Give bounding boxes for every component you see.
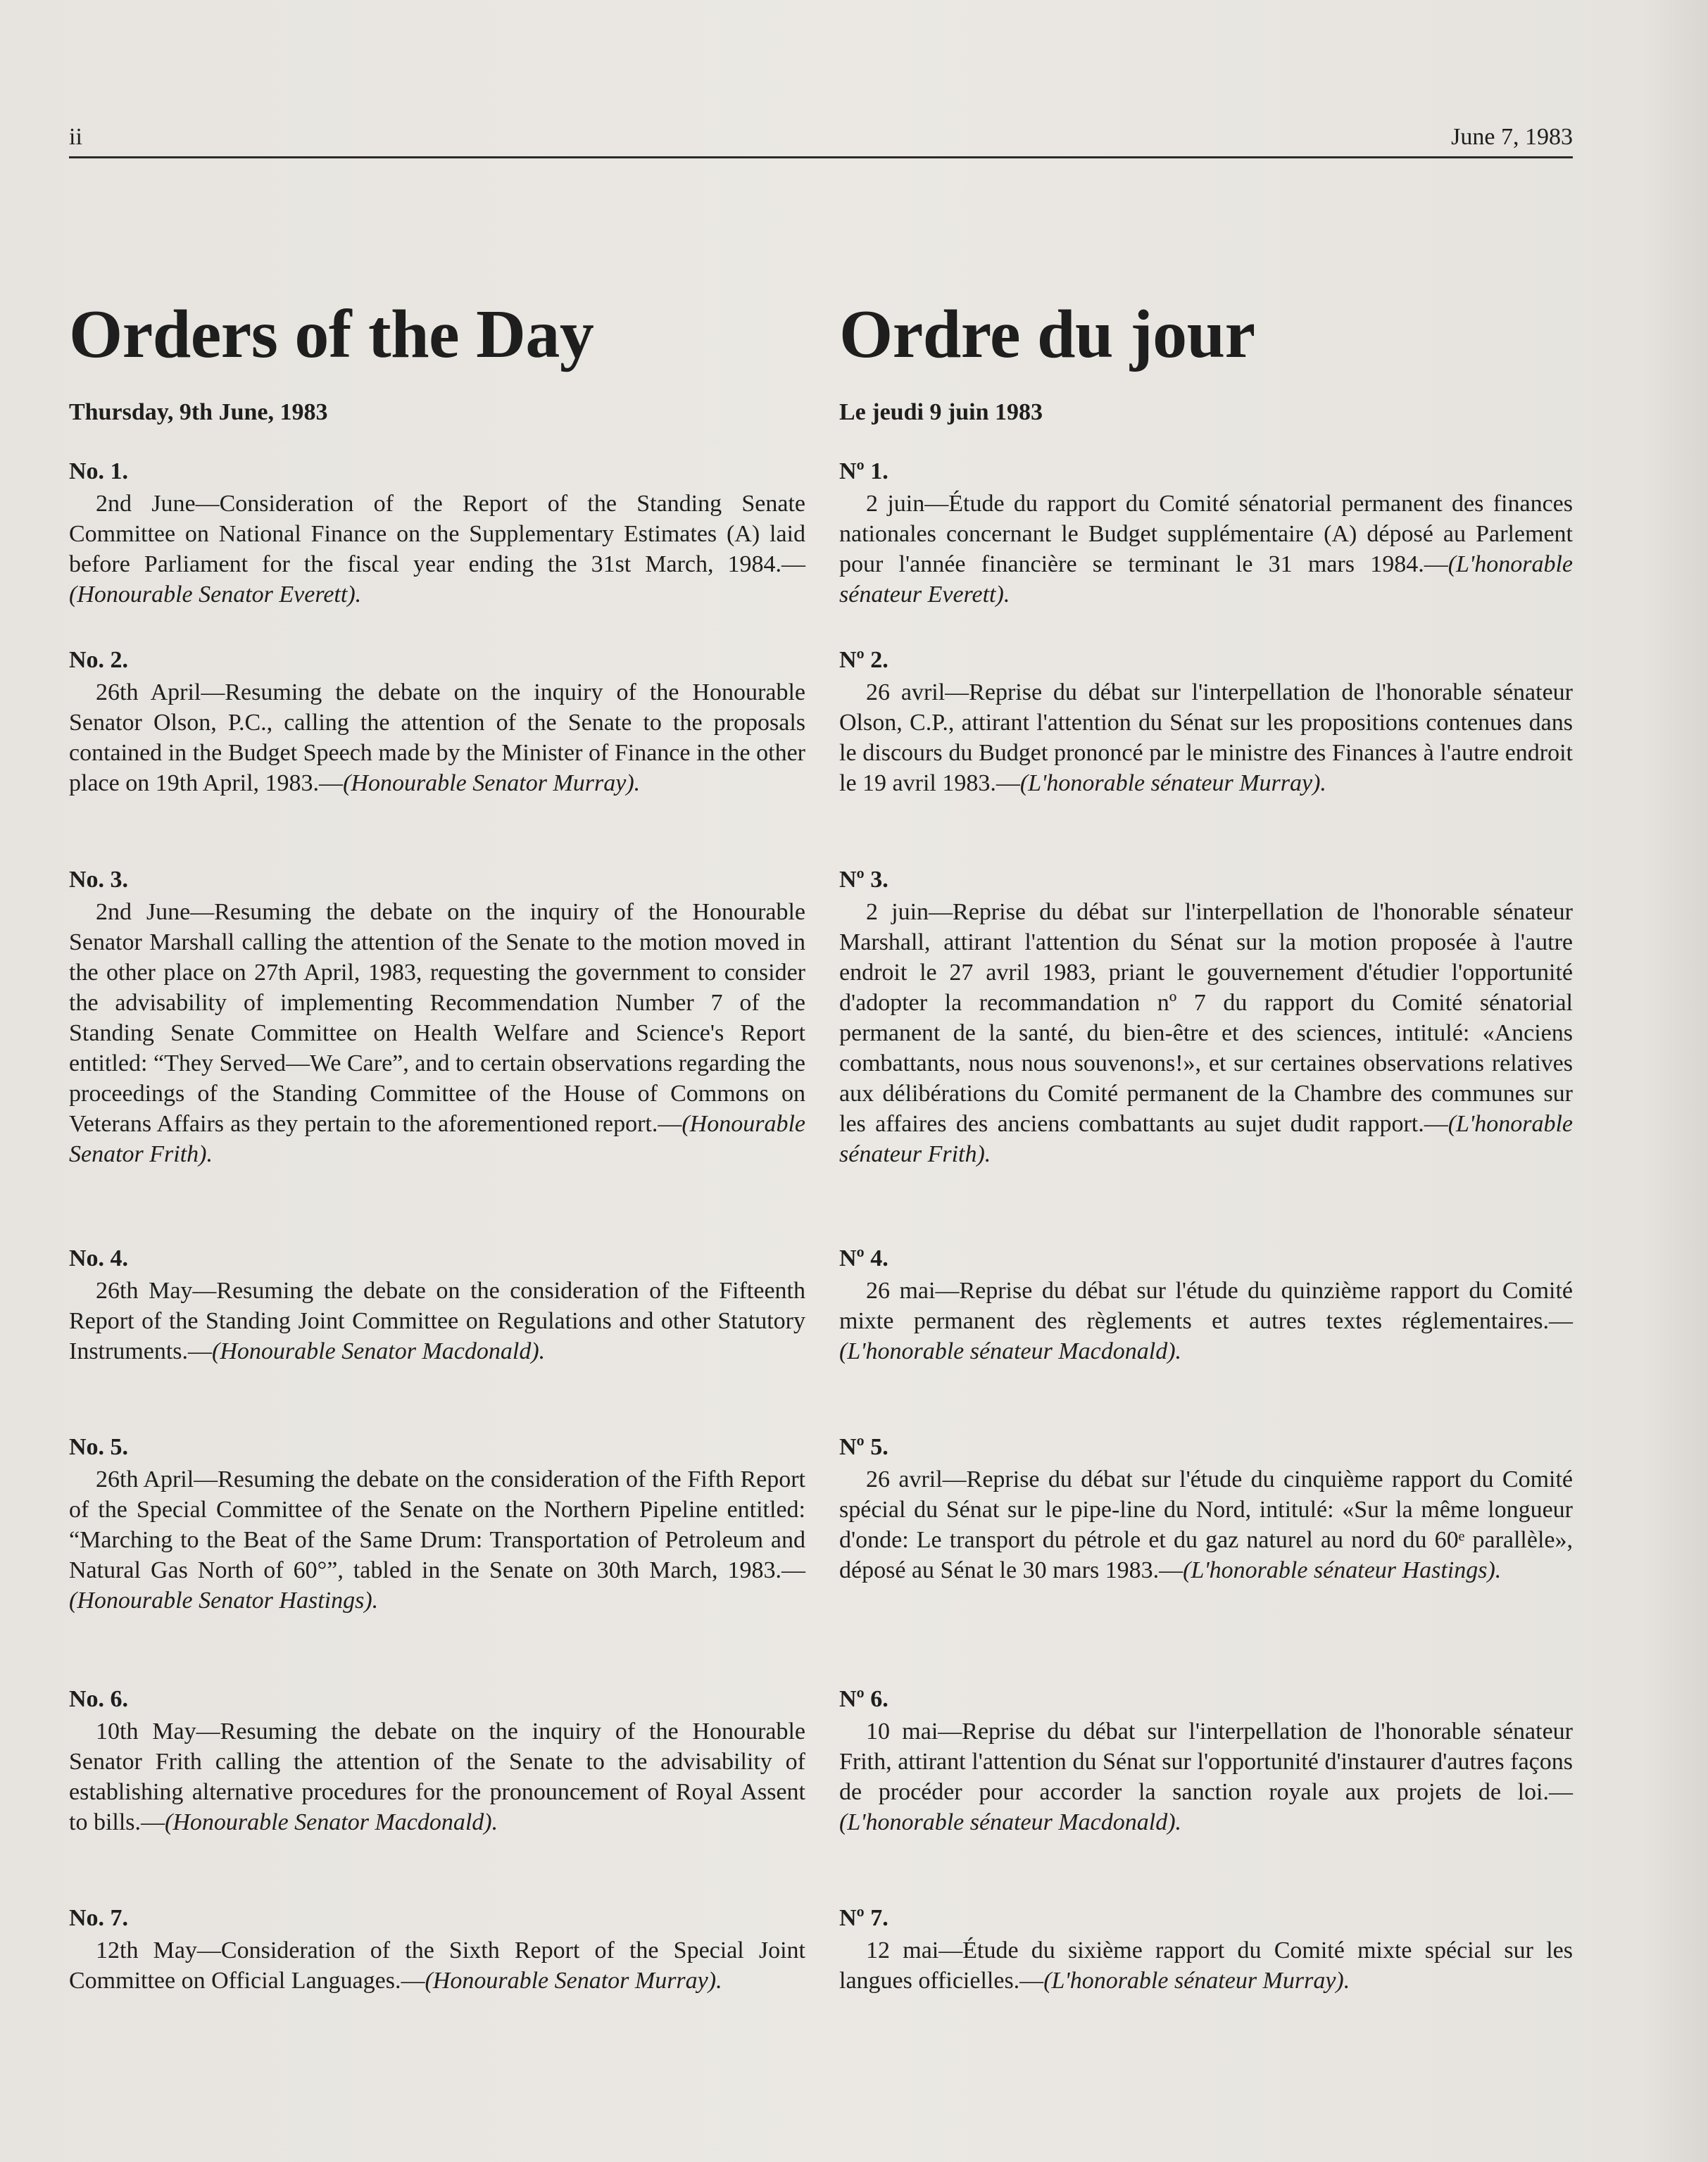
item-text: 2nd June—Consideration of the Report of the Standing Senate Committee on National Finance on the Supplementary Estimates (A) laid before Parliament for the fiscal year ending the 31st March, 1984.—(Honourable Senator Everett). [69, 491, 805, 608]
item-sponsor: (L'honorable sénateur Macdonald). [839, 1338, 1182, 1364]
item-number: No. 7. [69, 1905, 129, 1931]
item-number: No. 1. [69, 458, 129, 484]
item-number: Nº 4. [839, 1245, 888, 1271]
item-sponsor: (Honourable Senator Murray). [343, 770, 641, 796]
french-item [839, 866, 1573, 1169]
page-number: ii [69, 124, 82, 150]
item-sponsor: (Honourable Senator Murray). [425, 1968, 722, 1994]
item-sponsor: (Honourable Senator Frith). [69, 1111, 805, 1167]
item-sponsor: (Honourable Senator Macdonald). [165, 1809, 498, 1835]
item-number: No. 4. [69, 1245, 129, 1271]
french-item [839, 1685, 1573, 1837]
item-number: Nº 6. [839, 1686, 888, 1712]
french-item [839, 1904, 1573, 1996]
french-item [839, 458, 1573, 610]
english-item [69, 1904, 805, 1996]
english-item [69, 458, 805, 610]
english-item [69, 866, 805, 1169]
item-sponsor: (Honourable Senator Everett). [69, 582, 362, 608]
item-text: 26 mai—Reprise du débat sur l'étude du quinzième rapport du Comité mixte permanent des règlements et autres textes réglementaires.—(L'honorable sénateur Macdonald). [839, 1278, 1573, 1364]
english-item [69, 1245, 805, 1366]
english-item [69, 646, 805, 798]
french-item [839, 1433, 1573, 1585]
english-sitting-date: Thursday, 9th June, 1983 [69, 399, 328, 425]
item-sponsor: (L'honorable sénateur Murray). [1043, 1968, 1350, 1994]
item-text: 12 mai—Étude du sixième rapport du Comité mixte spécial sur les langues officielles.—(L'honorable sénateur Murray). [839, 1937, 1573, 1994]
item-text: 12th May—Consideration of the Sixth Report of the Special Joint Committee on Official Languages.—(Honourable Senator Murray). [69, 1937, 805, 1994]
english-column [69, 296, 805, 1994]
item-number: Nº 5. [839, 1434, 888, 1460]
item-text: 10 mai—Reprise du débat sur l'interpellation de l'honorable sénateur Frith, attirant l'attention du Sénat sur l'opportunité d'instaurer d'autres façons de procéder pour accorder la sanction royale aux projets de loi.—(L'honorable sénateur Macdonald). [839, 1718, 1573, 1835]
item-sponsor: (Honourable Senator Macdonald). [212, 1338, 546, 1364]
french-item [839, 646, 1573, 798]
item-sponsor: (L'honorable sénateur Frith). [839, 1111, 1573, 1167]
header-date: June 7, 1983 [1451, 124, 1573, 150]
french-column [839, 296, 1573, 1994]
french-item [839, 1245, 1573, 1366]
item-number: Nº 1. [839, 458, 888, 484]
item-text: 10th May—Resuming the debate on the inquiry of the Honourable Senator Frith calling the attention of the Senate to the advisability of establishing alternative procedures for the pronouncement of Royal Assent to bills.—(Honourable Senator Macdonald). [69, 1718, 805, 1835]
item-text: 2 juin—Reprise du débat sur l'interpellation de l'honorable sénateur Marshall, attirant l'attention du Sénat sur la motion proposée à l'autre endroit le 27 avril 1983, priant le gouvernement d'étudier l'opportunité d'adopter la recommandation nº 7 du rapport du Comité sénatorial permanent de la santé, du bien-être et des sciences, intitulé: «Anciens combattants, nous nous souvenons!», et sur certaines observations relatives aux délibérations du Comité permanent de la Chambre des communes sur les affaires des anciens combattants au sujet dudit rapport.—(L'honorable sénateur Frith). [839, 899, 1573, 1167]
item-sponsor: (L'honorable sénateur Everett). [839, 551, 1573, 608]
item-text: 26th May—Resuming the debate on the consideration of the Fifteenth Report of the Standing Joint Committee on Regulations and other Statutory Instruments.—(Honourable Senator Macdonald). [69, 1278, 805, 1364]
item-sponsor: (L'honorable sénateur Macdonald). [839, 1809, 1182, 1835]
item-text: 2nd June—Resuming the debate on the inquiry of the Honourable Senator Marshall calling the attention of the Senate to the motion moved in the other place on 27th April, 1983, requesting the government to consider the advisability of implementing Recommendation Number 7 of the Standing Senate Committee on Health Welfare and Science's Report entitled: “They Served—We Care”, and to certain observations regarding the proceedings of the Standing Committee of the House of Commons on Veterans Affairs as they pertain to the aforementioned report.—(Honourable Senator Frith). [69, 899, 805, 1167]
item-text: 26 avril—Reprise du débat sur l'interpellation de l'honorable sénateur Olson, C.P., attirant l'attention du Sénat sur les propositions contenues dans le discours du Budget prononcé par le ministre des Finances à l'autre endroit le 19 avril 1983.—(L'honorable sénateur Murray). [839, 679, 1573, 796]
french-sitting-date: Le jeudi 9 juin 1983 [839, 399, 1043, 425]
english-title: Orders of the Day [69, 296, 594, 372]
item-number: No. 3. [69, 867, 129, 893]
item-number: No. 5. [69, 1434, 129, 1460]
item-sponsor: (L'honorable sénateur Murray). [1019, 770, 1326, 796]
english-item [69, 1685, 805, 1837]
item-number: Nº 3. [839, 867, 888, 893]
item-number: No. 6. [69, 1686, 129, 1712]
item-number: Nº 2. [839, 647, 888, 673]
english-item [69, 1433, 805, 1616]
item-text: 26th April—Resuming the debate on the consideration of the Fifth Report of the Special Committee of the Senate on the Northern Pipeline entitled: “Marching to the Beat of the Same Drum: Transportation of Petroleum and Natural Gas North of 60°”, tabled in the Senate on 30th March, 1983.—(Honourable Senator Hastings). [69, 1466, 805, 1614]
french-title: Ordre du jour [839, 296, 1255, 372]
item-number: Nº 7. [839, 1905, 888, 1931]
running-header [69, 121, 1573, 158]
item-text: 26th April—Resuming the debate on the inquiry of the Honourable Senator Olson, P.C., calling the attention of the Senate to the proposals contained in the Budget Speech made by the Minister of Finance in the other place on 19th April, 1983.—(Honourable Senator Murray). [69, 679, 805, 796]
item-sponsor: (L'honorable sénateur Hastings). [1183, 1557, 1502, 1583]
item-number: No. 2. [69, 647, 129, 673]
item-text: 26 avril—Reprise du débat sur l'étude du cinquième rapport du Comité spécial du Sénat sur le pipe-line du Nord, intitulé: «Sur la même longueur d'onde: Le transport du pétrole et du gaz naturel au nord du 60ᵉ parallèle», déposé au Sénat le 30 mars 1983.—(L'honorable sénateur Hastings). [839, 1466, 1573, 1583]
item-sponsor: (Honourable Senator Hastings). [69, 1588, 379, 1614]
item-text: 2 juin—Étude du rapport du Comité sénatorial permanent des finances nationales concernant le Budget supplémentaire (A) déposé au Parlement pour l'année financière se terminant le 31 mars 1984.—(L'honorable sénateur Everett). [839, 491, 1573, 608]
